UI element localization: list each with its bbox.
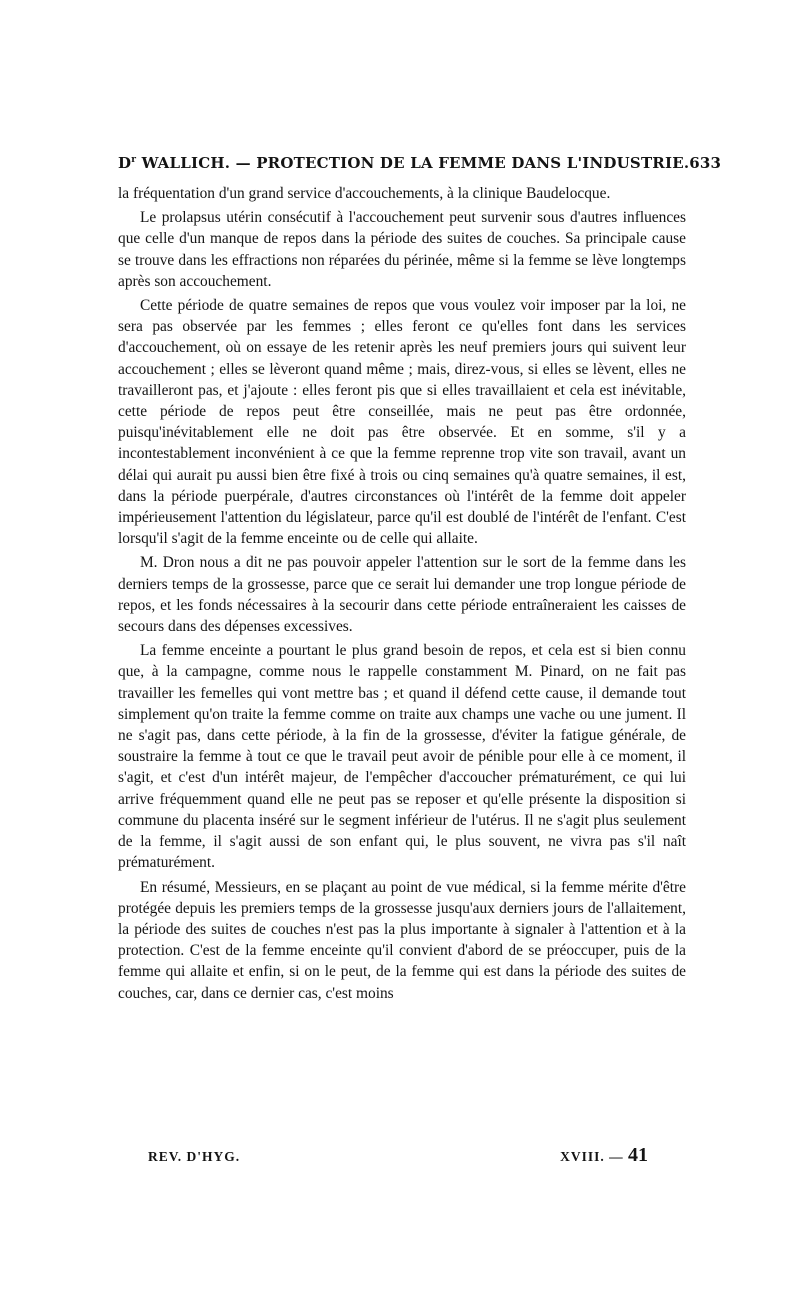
paragraph: Cette période de quatre semaines de repos que vous voulez voir imposer par la loi, ne sera pas observée par les femmes ; elles feront ce qu'elles font dans les services d'accouchement, où on essaye de les retenir après les neuf premiers jours qui suivent leur accouchement ; elles se lèveront quand même ; mais, direz-vous, si elles se lèvent, elles ne travailleront pas, et j'ajoute : elles feront pis que si elles travaillaient et cela est inévitable, cette période de repos peut être conseillée, mais ne peut pas être ordonnée, puisqu'inévitablement elle ne doit pas être observée. Et en somme, s'il y a incontestablement inconvénient à ce que la femme reprenne trop vite son travail, avant un délai qui aurait pu aussi bien être fixé à trois ou cinq semaines qu'à quatre semaines, il est, dans la période puerpérale, d'autres circonstances où l'intérêt de la femme doit appeler impérieusement l'attention du législateur, parce qu'il est doublé de l'intérêt de l'enfant. C'est lorsqu'il s'agit de la femme enceinte ou de celle qui allaite.: [118, 297, 686, 548]
paragraph: La femme enceinte a pourtant le plus grand besoin de repos, et cela est si bien connu que, à la campagne, comme nous le rappelle constamment M. Pinard, on ne fait pas travailler les femelles qui vont mettre bas ; et quand il défend cette cause, il demande tout simplement qu'on traite la femme comme on traite aux champs une vache ou une jument. Il ne s'agit pas, dans cette période, à la fin de la grossesse, d'éviter la fatigue générale, de soustraire la femme à tout ce que le travail peut avoir de pénible pour elle à ce moment, il s'agit, et c'est d'un intérêt majeur, de l'empêcher d'accoucher prématurément, ce qui lui arrive fréquemment quand elle ne peut pas se reposer et qu'elle présente la disposition si commune du placenta inséré sur le segment inférieur de l'utérus. Il ne s'agit plus seulement de la femme, il s'agit aussi de son enfant qui, le plus souvent, ne vivra pas s'il naît prématurément.: [118, 642, 686, 872]
signature-mark: [560, 1144, 648, 1167]
footer-dash: —: [604, 1149, 628, 1164]
paragraph: En résumé, Messieurs, en se plaçant au point de vue médical, si la femme mérite d'être protégée depuis les premiers temps de la grossesse jusqu'aux derniers jours de l'allaitement, la période des suites de couches n'est pas la plus importante à signaler à l'attention et à la protection. C'est de la femme enceinte qu'il convient d'abord de se préoccuper, puis de la femme qui allaite et enfin, si on le peut, de la femme qui est dans la période des suites de couches, car, dans ce dernier cas, c'est moins: [118, 878, 686, 1002]
header-title: [118, 154, 689, 172]
volume-number: XVIII.: [560, 1149, 605, 1164]
paragraph: Le prolapsus utérin consécutif à l'accouchement peut survenir sous d'autres influences que celle d'un manque de repos dans la période des suites de couches. Sa principale cause se trouve dans les effractions non réparées du périnée, même si la femme se lève longtemps après son accouchement.: [118, 209, 686, 290]
running-header: [118, 154, 722, 172]
page-footer: [148, 1144, 648, 1167]
paragraph: M. Dron nous a dit ne pas pouvoir appeler l'attention sur le sort de la femme dans les derniers temps de la grossesse, parce que ce serait lui demander une trop longue période de repos, et les fonds nécessaires à la secourir dans cette période entraîneraient les caisses de secours dans des dépenses excessives.: [118, 554, 686, 636]
page-body: [118, 183, 686, 1007]
paragraph-continuation: la fréquentation d'un grand service d'accouchements, à la clinique Baudelocque.: [118, 185, 611, 202]
signature-number: 41: [628, 1144, 648, 1166]
title-text: WALLICH. — PROTECTION DE LA FEMME DANS L'INDUSTRIE.: [136, 154, 690, 172]
journal-abbrev: REV. D'HYG.: [148, 1149, 241, 1164]
page-number: 633: [689, 154, 722, 172]
author-sup: r: [131, 155, 137, 165]
author-prefix: D: [118, 154, 132, 172]
